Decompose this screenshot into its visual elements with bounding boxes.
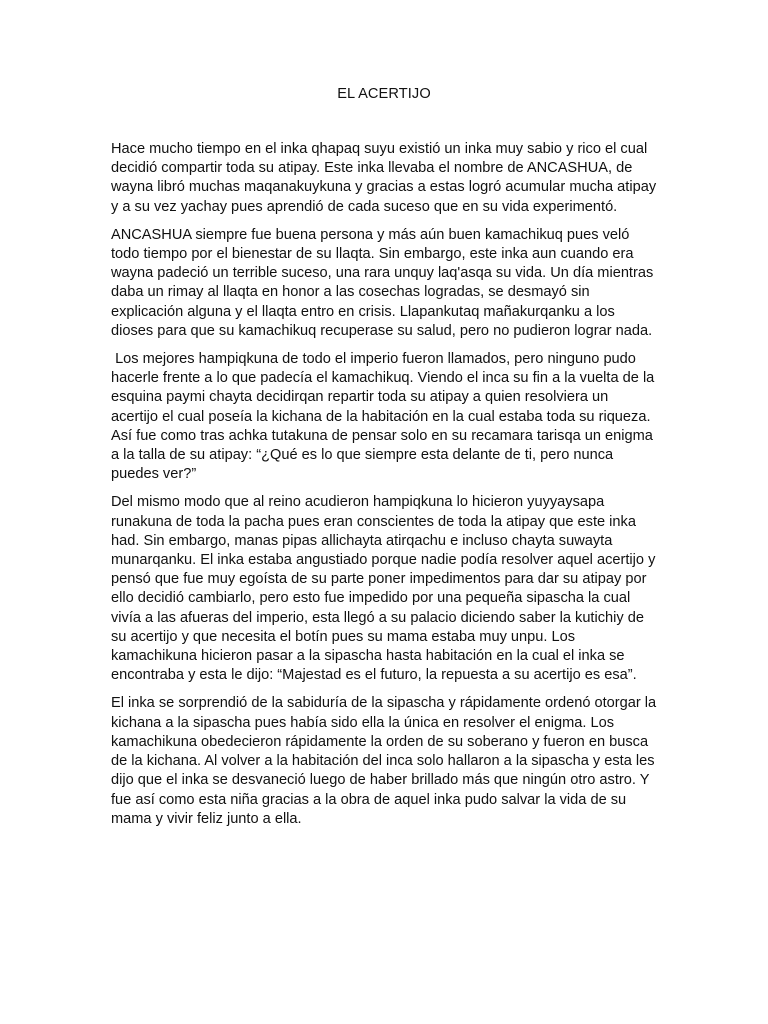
paragraph-1: Hace mucho tiempo en el inka qhapaq suyu existió un inka muy sabio y rico el cual decidió compartir toda su atipay. Este inka llevaba el nombre de ANCASHUA, de wayna libró muchas maqanakuykuna y gracias a estas logró acumular mucha atipay y a su vez yachay pues aprendió de cada suceso que en su vida experimentó. <box>111 141 657 215</box>
document-title: EL ACERTIJO <box>337 86 431 102</box>
paragraph-5: El inka se sorprendió de la sabiduría de la sipascha y rápidamente ordenó otorgar la kichana a la sipascha pues había sido ella la única en resolver el enigma. Los kamachikuna obedecieron rápidamente la orden de su soberano y fueron en busca de la kichana. Al volver a la habitación del inca solo hallaron a la sipascha y esta les dijo que el inka se desvaneció luego de haber brillado más que ningún otro astro. Y fue así como esta niña gracias a la obra de aquel inka pudo salvar la vida de su mama y vivir feliz junto a ella. <box>111 695 657 827</box>
paragraph-2: ANCASHUA siempre fue buena persona y más aún buen kamachikuq pues veló todo tiempo por el bienestar de su llaqta. Sin embargo, este inka aun cuando era wayna padeció un terrible suceso, una rara unquy laq'asqa su vida. Un día mientras daba un rimay al llaqta en honor a las cosechas logradas, se desmayó sin explicación alguna y el llaqta entro en crisis. Llapankutaq mañakurqanku a los dioses para que su kamachikuq recuperase su salud, pero no pudieron lograr nada. <box>111 226 654 339</box>
document-body <box>111 140 659 838</box>
paragraph-4: Del mismo modo que al reino acudieron hampiqkuna lo hicieron yuyyaysapa runakuna de toda la pacha pues eran conscientes de toda la atipay que este inka had. Sin embargo, manas pipas allichayta atirqachu e incluso chayta suwayta munarqanku. El inka estaba angustiado porque nadie podía resolver aquel acertijo y pensó que fue muy egoísta de su parte poner impedimentos para dar su atipay por ello decidió cambiarlo, pero esto fue impedido por una pequeña sipascha la cual vivía a las afueras del imperio, esta llegó a su palacio diciendo saber la kutichiy de su acertijo y que necesita el botín pues su mama estaba muy unpu. Los kamachikuna hicieron pasar a la sipascha hasta habitación en la cual el inka se encontraba y esta le dijo: “Majestad es el futuro, la repuesta a su acertijo es esa”. <box>111 494 656 684</box>
paragraph-3: Los mejores hampiqkuna de todo el imperio fueron llamados, pero ninguno pudo hacerle frente a lo que padecía el kamachikuq. Viendo el inca su fin a la vuelta de la esquina paymi chayta decidirqan repartir toda su atipay a quien resolviera un acertijo el cual poseía la kichana de la habitación en la cual estaba toda su riqueza. Así fue como tras achka tutakuna de pensar solo en su recamara tarisqa un enigma a la talla de su atipay: “¿Qué es lo que siempre esta delante de ti, pero nunca puedes ver?” <box>111 351 659 483</box>
